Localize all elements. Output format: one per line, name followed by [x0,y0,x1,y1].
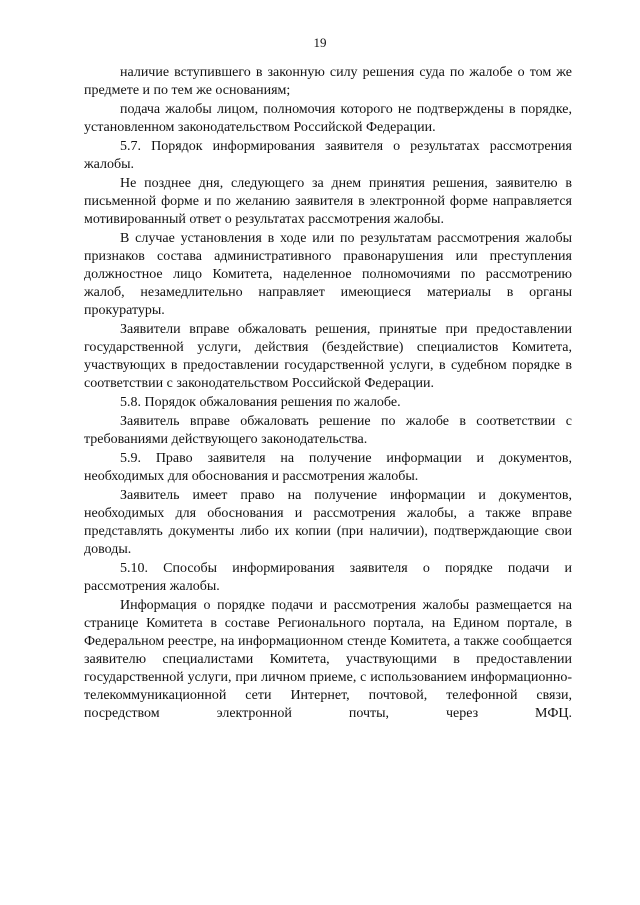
paragraph-prosecutor-referral: В случае установления в ходе или по результатам рассмотрения жалобы признаков состава административного правонарушения или преступления должностное лицо Комитета, наделенное полномочиями по рассмотрению жалоб, незамедлительно направляет имеющиеся материалы в органы прокуратуры. [84,231,572,318]
paragraph-information-methods: Информация о порядке подачи и рассмотрения жалобы размещается на странице Комитета в составе Регионального портала, на Едином портале, в Федеральном реестре, на информационном стенде Комитета, а также сообщается заявителю специалистами Комитета, участвующими в предоставлении государственной услуги, при личном приеме, с использованием информационно-телекоммуникационной сети Интернет, почтовой, телефонной связи, посредством электронной почты, через МФЦ. [84,598,572,721]
document-body [84,64,572,724]
paragraph-appeal-right: Заявитель вправе обжаловать решение по жалобе в соответствии с требованиями действующего законодательства. [84,414,572,447]
section-heading-5-10: 5.10. Способы информирования заявителя о порядке подачи и рассмотрения жалобы. [84,561,572,594]
paragraph-court-decision: наличие вступившего в законную силу решения суда по жалобе о том же предмете и по тем же основаниям; [84,65,572,98]
paragraph-information-right: Заявитель имеет право на получение информации и документов, необходимых для обоснования и рассмотрения жалобы, а также вправе представлять документы либо их копии (при наличии), подтверждающие свои доводы. [84,488,572,557]
section-heading-5-9: 5.9. Право заявителя на получение информации и документов, необходимых для обоснования и рассмотрения жалобы. [84,451,572,484]
paragraph-response-deadline: Не позднее дня, следующего за днем принятия решения, заявителю в письменной форме и по желанию заявителя в электронной форме направляется мотивированный ответ о результатах рассмотрения жалобы. [84,176,572,227]
section-heading-5-7: 5.7. Порядок информирования заявителя о результатах рассмотрения жалобы. [84,139,572,172]
paragraph-unconfirmed-authority: подача жалобы лицом, полномочия которого не подтверждены в порядке, установленном законодательством Российской Федерации. [84,102,572,135]
section-heading-5-8: 5.8. Порядок обжалования решения по жалобе. [120,395,401,410]
paragraph-judicial-appeal: Заявители вправе обжаловать решения, принятые при предоставлении государственной услуги, действия (бездействие) специалистов Комитета, участвующих в предоставлении государственной услуги, в судебном порядке в соответствии с законодательством Российской Федерации. [84,322,572,391]
page-number: 19 [313,35,327,50]
